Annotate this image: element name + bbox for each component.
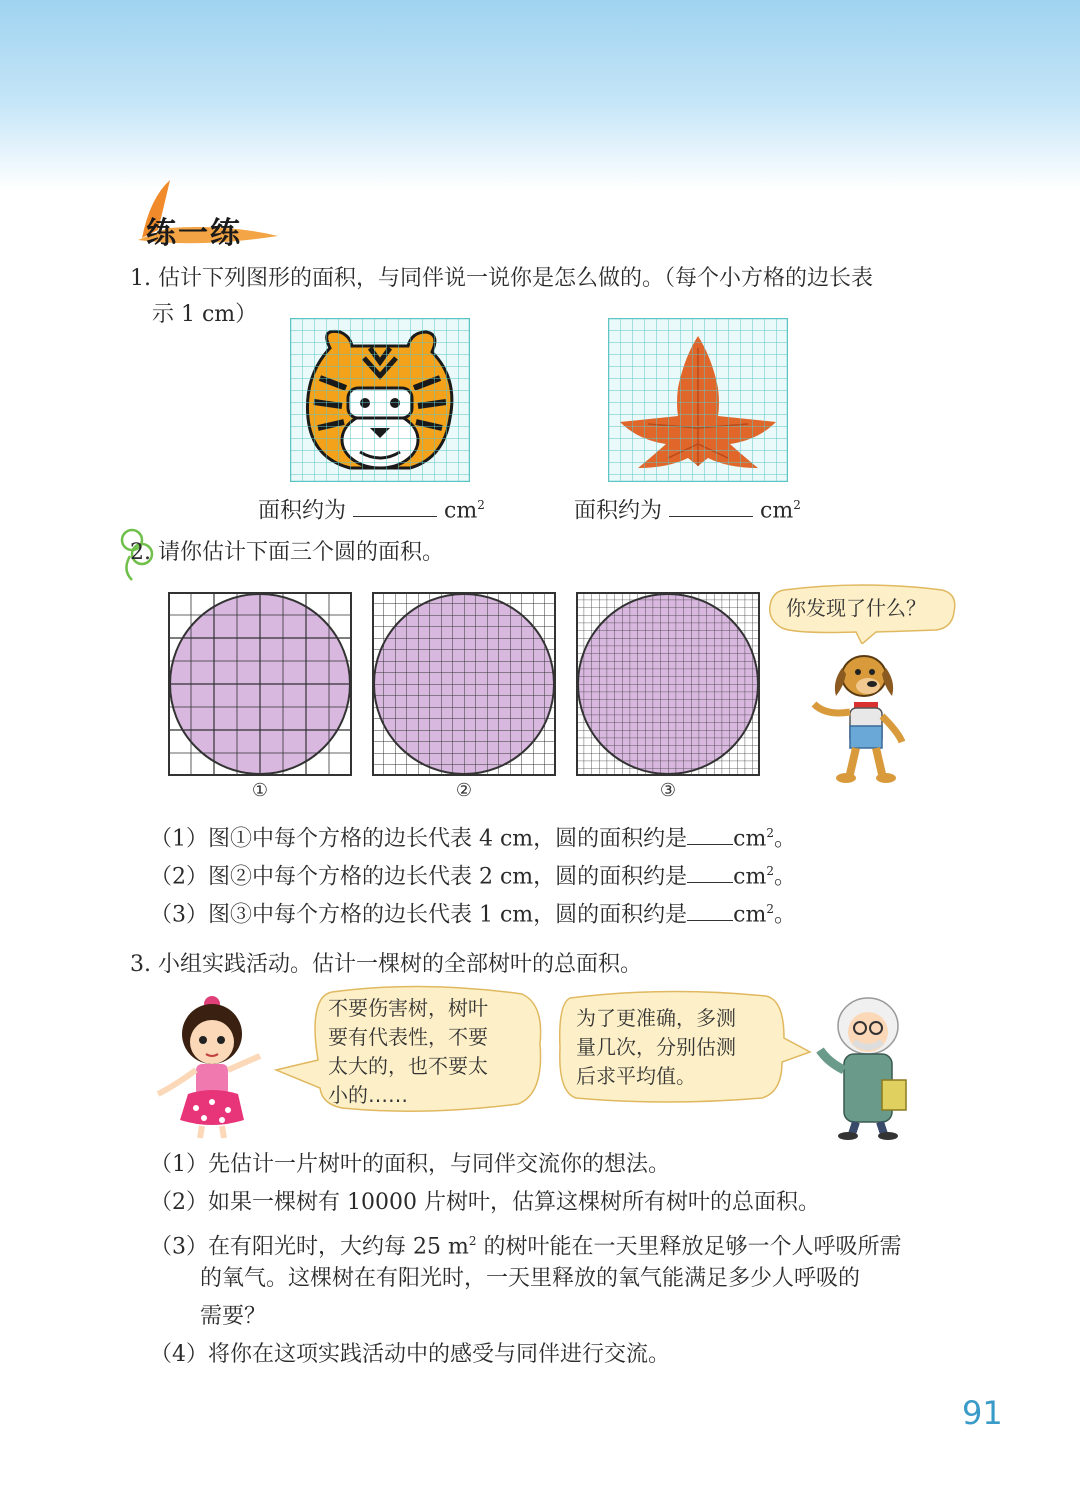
answer-exponent: 2 [793, 498, 801, 512]
circle-label-3: ③ [659, 780, 677, 801]
header-band [0, 0, 1080, 190]
item-text-cont: 的树叶能在一天里释放足够一个人呼吸所需 [476, 1234, 902, 1260]
answer-unit: cm [760, 498, 794, 524]
item-exponent: 2 [766, 826, 774, 840]
answer-blank[interactable] [687, 844, 733, 845]
page-number: 91 [962, 1394, 1003, 1432]
answer-blank[interactable] [669, 516, 753, 517]
answer-blank[interactable] [353, 516, 437, 517]
item-end: 。 [774, 826, 797, 852]
item-end: 。 [774, 864, 797, 890]
q3-item-3-line3: 需要？ [200, 1304, 267, 1329]
section-header [128, 178, 288, 250]
girl-speech-bubble [272, 984, 546, 1114]
item-unit: cm [733, 902, 767, 928]
circle-label-2: ② [455, 780, 473, 801]
girl-bubble-text: 不要伤害树，树叶 要有代表性，不要 太大的，也不要太 小的…… [328, 996, 488, 1107]
leaf-area-answer [574, 488, 801, 528]
item-text: （1）图①中每个方格的边长代表 4 cm，圆的面积约是 [150, 826, 688, 852]
circle-grid-2 [372, 592, 556, 776]
dog-bubble-text: 你发现了什么？ [786, 596, 926, 620]
q2-title: 2. 请你估计下面三个圆的面积。 [130, 540, 444, 565]
section-title: 练一练 [146, 216, 242, 251]
q3-item-3-line1 [150, 1224, 901, 1264]
answer-unit: cm [444, 498, 478, 524]
tiger-face-image [290, 318, 470, 482]
q3-item-1: （1）先估计一片树叶的面积，与同伴交流你的想法。 [150, 1152, 670, 1177]
item-exponent: 2 [766, 902, 774, 916]
grandpa-speech-bubble [556, 988, 812, 1104]
answer-blank[interactable] [687, 920, 733, 921]
q1-line2: 示 1 cm） [152, 302, 258, 327]
dog-character-image [806, 646, 910, 786]
tiger-grid-figure [290, 318, 470, 486]
item-text: （3）图③中每个方格的边长代表 1 cm，圆的面积约是 [150, 902, 688, 928]
answer-prefix: 面积约为 [258, 498, 347, 524]
q3-title: 3. 小组实践活动。估计一棵树的全部树叶的总面积。 [130, 952, 642, 977]
q2-item-3 [150, 892, 796, 932]
circle-grid-3 [576, 592, 760, 776]
q1-line1: 1. 估计下列图形的面积，与同伴说一说你是怎么做的。（每个小方格的边长表 [130, 266, 873, 291]
answer-exponent: 2 [477, 498, 485, 512]
circle-grid-1 [168, 592, 352, 776]
item-text: （3）在有阳光时，大约每 25 m [150, 1234, 469, 1260]
item-unit: cm [733, 826, 767, 852]
item-text: （2）图②中每个方格的边长代表 2 cm，圆的面积约是 [150, 864, 688, 890]
q3-item-4: （4）将你在这项实践活动中的感受与同伴进行交流。 [150, 1342, 670, 1367]
q2-item-1 [150, 816, 796, 856]
leaf-grid-figure [608, 318, 788, 486]
circle-label-1: ① [251, 780, 269, 801]
item-end: 。 [774, 902, 797, 928]
girl-character-image [152, 990, 270, 1140]
q3-item-3-line2: 的氧气。这棵树在有阳光时，一天里释放的氧气能满足多少人呼吸的 [200, 1266, 861, 1291]
maple-leaf-image [608, 318, 788, 482]
grandpa-character-image [812, 990, 918, 1140]
grandpa-bubble-text: 为了更准确，多测 量几次，分别估测 后求平均值。 [576, 1006, 736, 1088]
item-exponent: 2 [468, 1234, 477, 1248]
q2-item-2 [150, 854, 796, 894]
answer-blank[interactable] [687, 882, 733, 883]
answer-prefix: 面积约为 [574, 498, 663, 524]
item-unit: cm [733, 864, 767, 890]
item-exponent: 2 [766, 864, 774, 878]
tiger-area-answer [258, 488, 485, 528]
q3-item-2: （2）如果一棵树有 10000 片树叶，估算这棵树所有树叶的总面积。 [150, 1190, 820, 1215]
dog-speech-bubble [766, 584, 958, 644]
